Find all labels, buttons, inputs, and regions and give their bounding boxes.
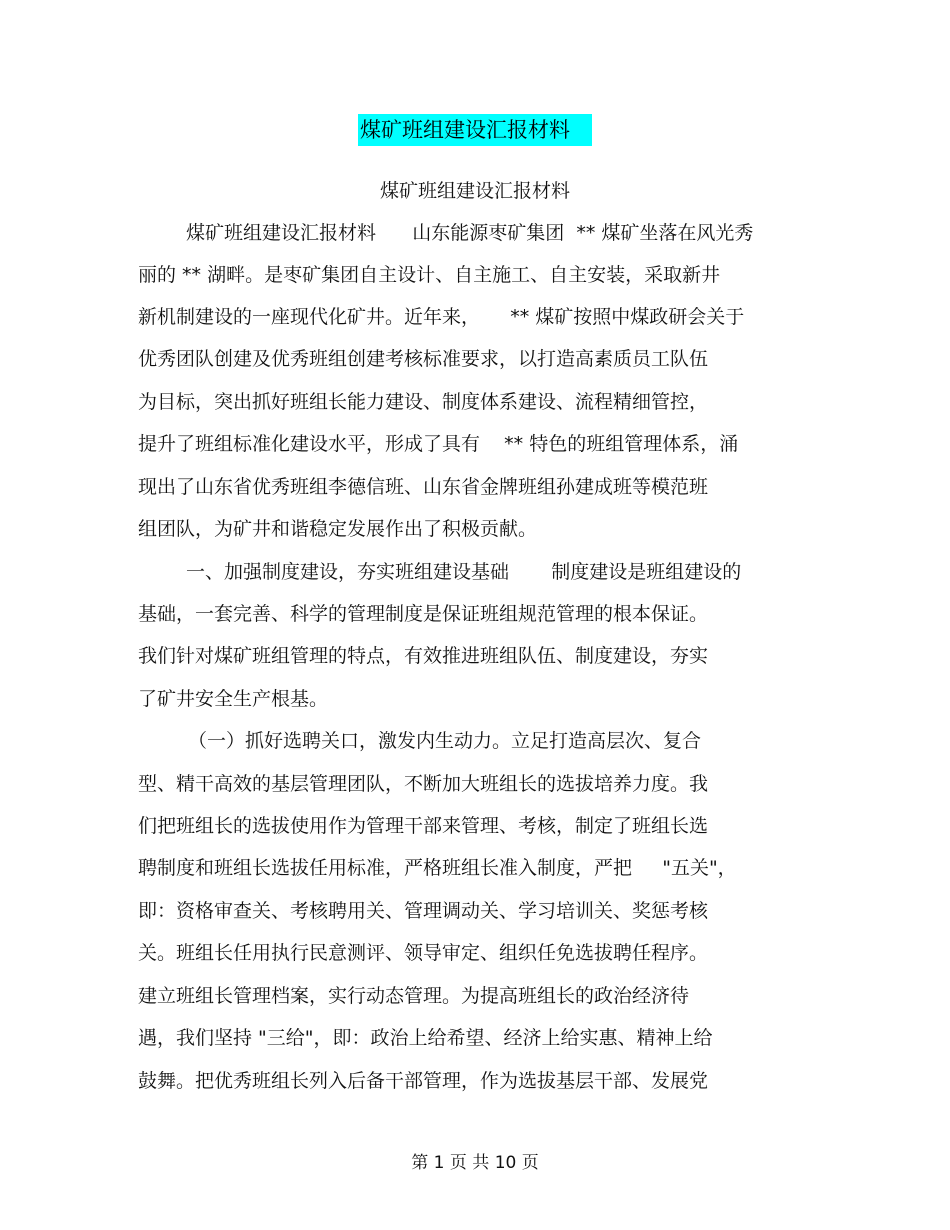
text-line: 组团队，为矿井和谐稳定发展作出了积极贡献。 [138, 518, 538, 540]
text-line: 建立班组长管理档案，实行动态管理。为提高班组长的政治经济待 [138, 985, 690, 1007]
highlighted-title-text: 煤矿班组建设汇报材料 [358, 114, 592, 146]
document-subtitle: 煤矿班组建设汇报材料 [379, 180, 570, 202]
text-line: 鼓舞。把优秀班组长列入后备干部管理，作为选拔基层干部、发展党 [138, 1070, 709, 1092]
text-line: 聘制度和班组长选拔任用标准，严格班组长准入制度，严把 "五关"， [138, 857, 737, 879]
section-heading-line: 一、加强制度建设，夯实班组建设基础 制度建设是班组建设的 [186, 561, 742, 583]
text-line: 我们针对煤矿班组管理的特点，有效推进班组队伍、制度建设，夯实 [138, 645, 709, 667]
page-footer: 第 1 页 共 10 页 [411, 1153, 539, 1173]
text-line: 了矿井安全生产根基。 [138, 688, 329, 710]
text-line: 现出了山东省优秀班组李德信班、山东省金牌班组孙建成班等模范班 [138, 476, 709, 498]
text-line: 新机制建设的一座现代化矿井。近年来， ** 煤矿按照中煤政研会关于 [138, 306, 745, 328]
text-line: 丽的 ** 湖畔。是枣矿集团自主设计、自主施工、自主安装，采取新井 [138, 264, 721, 286]
text-line: 基础，一套完善、科学的管理制度是保证班组规范管理的根本保证。 [138, 603, 709, 625]
text-line: 煤矿班组建设汇报材料 山东能源枣矿集团 ** 煤矿坐落在风光秀 [186, 222, 754, 244]
subsection-heading-line: （一）抓好选聘关口，激发内生动力。立足打造高层次、复合 [188, 730, 702, 752]
text-line: 提升了班组标准化建设水平，形成了具有 ** 特色的班组管理体系，涌 [138, 433, 739, 455]
text-line: 为目标，突出抓好班组长能力建设、制度体系建设、流程精细管控， [138, 391, 709, 413]
document-title [0, 114, 950, 146]
text-line: 关。班组长任用执行民意测评、领导审定、组织任免选拔聘任程序。 [138, 942, 709, 964]
text-line: 优秀团队创建及优秀班组创建考核标准要求，以打造高素质员工队伍 [138, 348, 709, 370]
text-line: 型、精干高效的基层管理团队，不断加大班组长的选拔培养力度。我 [138, 773, 709, 795]
text-line: 们把班组长的选拔使用作为管理干部来管理、考核，制定了班组长选 [138, 815, 709, 837]
text-line: 即：资格审查关、考核聘用关、管理调动关、学习培训关、奖惩考核 [138, 900, 709, 922]
text-line: 遇，我们坚持 "三给"，即：政治上给希望、经济上给实惠、精神上给 [138, 1027, 713, 1049]
